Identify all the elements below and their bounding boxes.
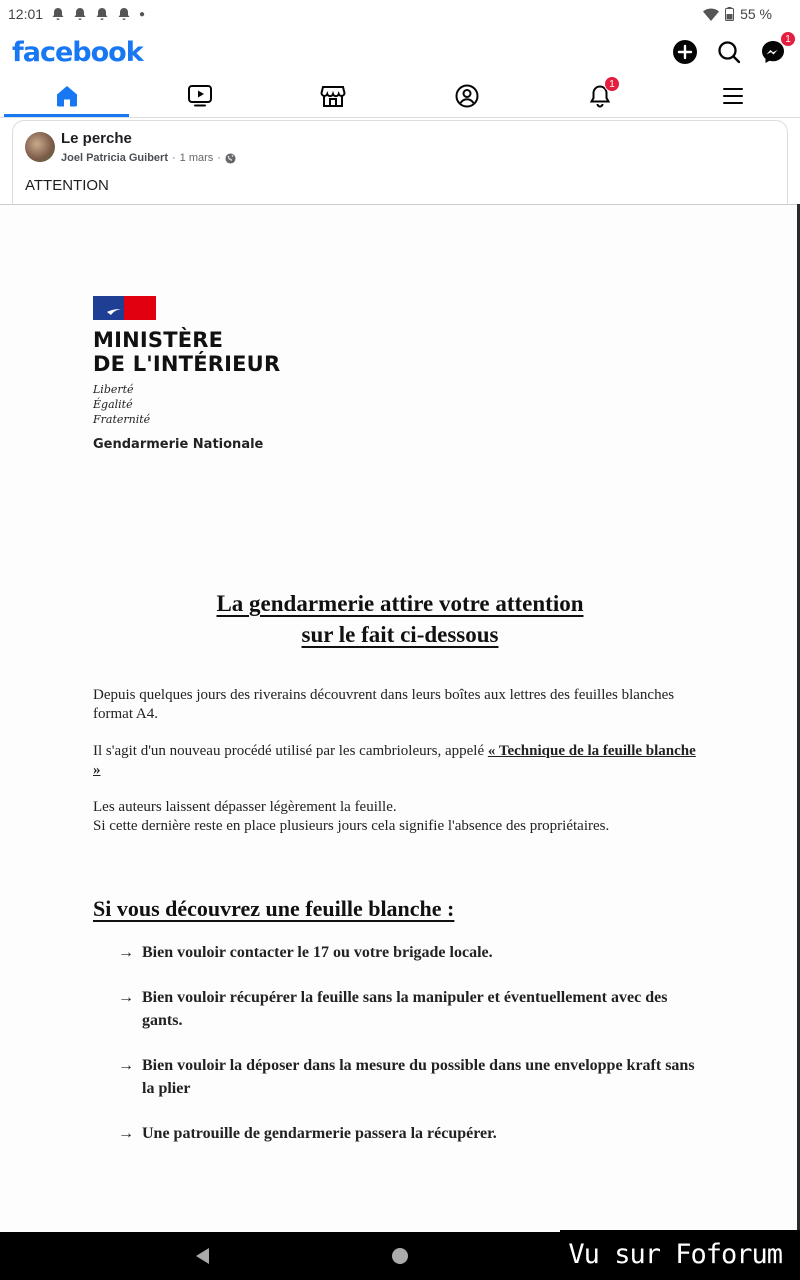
wifi-icon bbox=[703, 8, 719, 21]
title-line-2: sur le fait ci-dessous bbox=[301, 622, 499, 647]
post-meta bbox=[61, 152, 236, 164]
clock: 12:01 bbox=[8, 6, 44, 22]
document-body bbox=[93, 686, 703, 854]
document-title bbox=[0, 588, 800, 650]
home-icon bbox=[55, 84, 79, 108]
separator: · bbox=[171, 152, 176, 164]
messenger-button[interactable] bbox=[760, 34, 791, 65]
tab-profile[interactable] bbox=[400, 74, 533, 117]
step-text: Bien vouloir contacter le 17 ou votre brigade locale. bbox=[142, 944, 493, 961]
ministry-name bbox=[93, 328, 280, 376]
arrow-icon: → bbox=[118, 944, 134, 961]
battery-level: 55 % bbox=[740, 6, 772, 22]
post-text: ATTENTION bbox=[25, 177, 109, 194]
paragraph-2-text: Il s'agit d'un nouveau procédé utilisé par les cambrioleurs, appelé bbox=[93, 743, 488, 759]
notifications-badge: 1 bbox=[604, 76, 620, 92]
profile-icon bbox=[455, 84, 479, 108]
devise bbox=[93, 382, 280, 427]
create-button[interactable] bbox=[672, 39, 698, 65]
technique-name: « Technique de la feuille blanche » bbox=[93, 743, 696, 778]
instructions-list bbox=[118, 941, 708, 1167]
globe-icon bbox=[225, 153, 236, 164]
home-button[interactable] bbox=[392, 1248, 408, 1264]
list-item bbox=[118, 986, 708, 1032]
paragraph-1: Depuis quelques jours des riverains découvrent dans leurs boîtes aux lettres des feuilles blanches format A4. bbox=[93, 687, 675, 722]
paragraph-3-line-2: Si cette dernière reste en place plusieurs jours cela signifie l'absence des propriétaires. bbox=[93, 818, 610, 834]
instructions-heading: Si vous découvrez une feuille blanche : bbox=[93, 896, 455, 921]
divider bbox=[0, 204, 800, 205]
tab-home[interactable] bbox=[0, 74, 133, 117]
post-image[interactable] bbox=[0, 204, 800, 1232]
arrow-icon: → bbox=[118, 1125, 134, 1142]
author-name[interactable]: Joel Patricia Guibert bbox=[61, 152, 168, 164]
tab-watch[interactable] bbox=[133, 74, 266, 117]
ministry-line-2: DE L'INTÉRIEUR bbox=[93, 352, 281, 376]
paragraph-3-line-1: Les auteurs laissent dépasser légèrement la feuille. bbox=[93, 799, 397, 815]
paragraph-3 bbox=[93, 798, 703, 836]
post-card bbox=[12, 120, 788, 204]
tab-marketplace[interactable] bbox=[267, 74, 400, 117]
title-line-1: La gendarmerie attire votre attention bbox=[216, 591, 584, 616]
menu-icon bbox=[721, 84, 745, 108]
tab-notifications[interactable] bbox=[533, 74, 666, 117]
main-nav bbox=[0, 74, 800, 118]
bell-icon bbox=[51, 7, 65, 21]
list-item bbox=[118, 1054, 708, 1100]
ministry-line-1: MINISTÈRE bbox=[93, 328, 224, 352]
bell-icon bbox=[73, 7, 87, 21]
service-name: Gendarmerie Nationale bbox=[93, 437, 264, 452]
search-button[interactable] bbox=[716, 39, 742, 65]
tab-menu[interactable] bbox=[667, 74, 800, 117]
step-text: Bien vouloir la déposer dans la mesure du possible dans une enveloppe kraft sans la plier bbox=[142, 1057, 695, 1097]
store-icon bbox=[320, 84, 346, 108]
devise-egalite: Égalité bbox=[93, 398, 133, 411]
ministry-logo bbox=[93, 296, 280, 452]
bell-icon bbox=[95, 7, 109, 21]
back-button[interactable] bbox=[196, 1248, 209, 1264]
app-header bbox=[0, 30, 800, 74]
video-icon bbox=[187, 84, 213, 108]
list-item bbox=[118, 941, 708, 964]
dot-icon: ● bbox=[139, 8, 146, 20]
step-text: Bien vouloir récupérer la feuille sans la manipuler et éventuellement avec des gants. bbox=[142, 989, 668, 1029]
bell-icon bbox=[117, 7, 131, 21]
status-bar bbox=[0, 0, 800, 28]
step-text: Une patrouille de gendarmerie passera la récupérer. bbox=[142, 1125, 497, 1142]
paragraph-2 bbox=[93, 742, 703, 780]
battery-icon bbox=[725, 7, 734, 21]
list-item bbox=[118, 1122, 708, 1145]
separator: · bbox=[217, 152, 221, 164]
devise-liberte: Liberté bbox=[93, 383, 134, 396]
post-date[interactable]: 1 mars bbox=[179, 152, 214, 164]
group-name[interactable]: Le perche bbox=[61, 130, 132, 147]
watermark: Vu sur Foforum bbox=[560, 1230, 800, 1280]
devise-fraternite: Fraternité bbox=[93, 413, 151, 426]
plus-icon bbox=[673, 40, 697, 64]
arrow-icon: → bbox=[118, 989, 134, 1006]
avatar[interactable] bbox=[25, 132, 55, 162]
facebook-logo[interactable]: facebook bbox=[12, 36, 143, 68]
arrow-icon: → bbox=[118, 1057, 134, 1074]
marianne-logo bbox=[93, 296, 156, 320]
messenger-badge: 1 bbox=[780, 31, 796, 47]
search-icon bbox=[717, 40, 741, 64]
